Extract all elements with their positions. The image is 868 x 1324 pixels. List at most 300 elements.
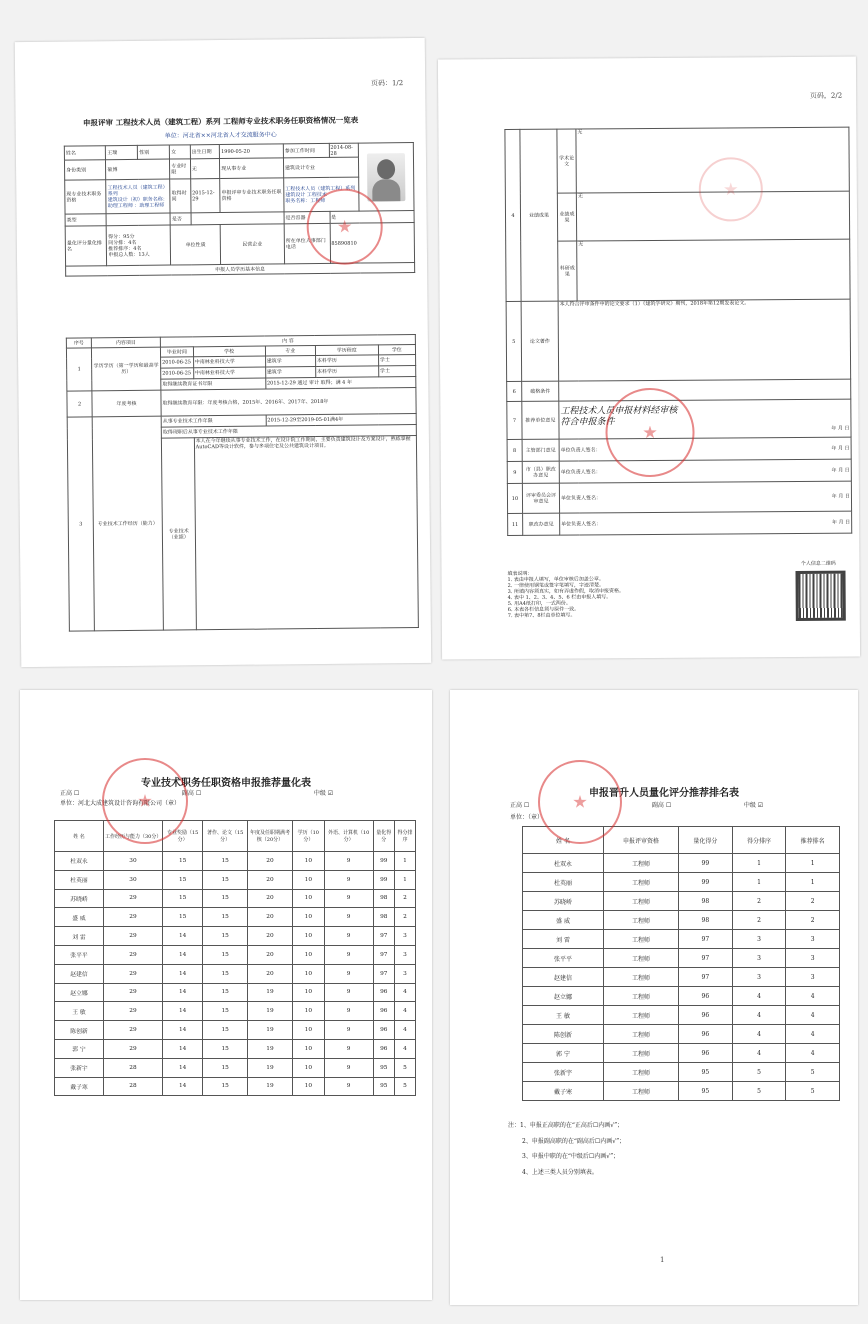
note-item: 3. 所填内容须真实，如有弄虚作假，取消申报资格。 (507, 588, 625, 595)
value-cell: 14 (163, 1002, 203, 1021)
form-unit: 单位：河北省××河北省人才交流服务中心 (164, 131, 277, 140)
row-no-7: 7 (507, 401, 522, 439)
value-cell: 2 (394, 889, 415, 908)
col-header: 年度及任职期满考核（20分） (247, 821, 292, 852)
level-checkboxes (510, 802, 840, 810)
value-cell: 20 (247, 908, 292, 927)
row-label-office: 职改办意见 (523, 513, 560, 535)
value-cell: 9 (324, 1077, 373, 1096)
edu-cell: 2010-06-25 (161, 368, 194, 379)
value-cell: 10 (292, 945, 324, 964)
value-qual-date: 2015-12-29 (190, 179, 220, 213)
value-cell: 工程师 (604, 854, 679, 873)
value-cell: 96 (679, 987, 733, 1006)
sub-text-research: 无 (577, 239, 850, 301)
value-cell: 20 (247, 964, 292, 983)
col-header: 工作经历与能力（30分） (104, 821, 163, 852)
value-cell: 3 (394, 927, 415, 946)
row-no-3: 3 (67, 417, 94, 631)
head-no: 序号 (66, 338, 91, 348)
edu-head-level: 学历程度 (315, 345, 378, 356)
name-cell: 赵立娜 (55, 983, 104, 1002)
head-content: 内 容 (160, 334, 415, 347)
value-cell: 4 (394, 1002, 415, 1021)
value-cell: 工程师 (604, 1044, 679, 1063)
value-cell: 96 (373, 1002, 394, 1021)
date-label: 年 月 日 (831, 493, 850, 500)
row-no-4: 4 (505, 129, 521, 301)
value-cell: 3 (394, 945, 415, 964)
row-label-committee: 评审委员会评审意见 (522, 483, 559, 513)
value-cell: 3 (786, 949, 840, 968)
value-cell: 98 (373, 889, 394, 908)
qr-label: 个人信息二维码 (800, 560, 836, 567)
value-cell: 99 (373, 870, 394, 889)
annual-review-text: 取得继续教育年限：年度考核合格，2015年、2016年、2017年、2018年 (161, 387, 416, 416)
edu-cell: 中南林业科技大学 (193, 356, 265, 368)
label-type: 类型 (65, 214, 106, 226)
value-cell: 9 (324, 870, 373, 889)
head-item: 内容项目 (91, 337, 160, 348)
value-cell: 9 (324, 1058, 373, 1077)
name-cell: 盛 威 (523, 911, 604, 930)
achievement-label: 专业技术（业绩） (161, 438, 196, 630)
value-cell: 工程师 (604, 911, 679, 930)
value-name: 王瑞 (106, 145, 138, 159)
value-type (106, 213, 170, 226)
value-cell: 95 (373, 1058, 394, 1077)
name-cell: 赵建信 (523, 968, 604, 987)
details-table (66, 334, 419, 632)
note-item: 3、申报中职的在“中级后☐内画√”； (522, 1153, 620, 1161)
sub-label-result: 业绩成果 (557, 193, 576, 241)
value-cell: 工程师 (604, 1082, 679, 1101)
rank-table-row (523, 1025, 840, 1044)
date-label: 年 月 日 (831, 519, 851, 526)
value-cell: 10 (292, 1077, 324, 1096)
value-phone: 85890810 (330, 222, 415, 263)
rank-table (522, 826, 840, 1101)
value-cell: 10 (292, 1021, 324, 1040)
value-cell: 19 (247, 1002, 292, 1021)
value-cell: 工程师 (604, 930, 679, 949)
note-item: 注：1、申报正高职的在“正高后☐内画√”； (508, 1122, 624, 1129)
value-cell: 1 (732, 873, 786, 892)
note-item: 6. 本表各栏信息须与原件一致。 (507, 606, 580, 613)
rank-table-row (523, 968, 840, 987)
value-cell: 15 (203, 1058, 248, 1077)
value-cell: 1 (786, 854, 840, 873)
value-cell: 9 (324, 964, 373, 983)
level-vice-senior-checkbox: 副高 ☐ (651, 802, 672, 809)
level-vice-senior-checkbox: 副高 ☐ (181, 790, 202, 797)
value-cell: 97 (373, 945, 394, 964)
value-cell: 2 (786, 911, 840, 930)
rank-table-row (523, 1044, 840, 1063)
value-container: 是 (330, 210, 415, 223)
quant-table-row (55, 908, 416, 927)
edu-cell: 建筑学 (265, 356, 315, 368)
row-no-10: 10 (507, 483, 522, 513)
rank-table-row (523, 949, 840, 968)
value-cell: 29 (104, 1021, 163, 1040)
value-cell: 4 (394, 1021, 415, 1040)
rank-table-row (523, 911, 840, 930)
value-cell: 3 (732, 949, 786, 968)
value-cell: 10 (292, 927, 324, 946)
value-cell: 20 (247, 852, 292, 871)
name-cell: 盛 威 (55, 908, 104, 927)
value-cell: 95 (679, 1063, 733, 1082)
handwritten-opinion-1: 工程技术人员申报材料经审核 (560, 405, 678, 417)
note-item: 4、上述三类人员分别填表。 (522, 1168, 598, 1176)
value-cell: 10 (292, 889, 324, 908)
value-cell: 30 (104, 870, 163, 889)
value-cell: 96 (373, 1021, 394, 1040)
col-header: 学历（10分） (292, 821, 324, 852)
col-header: 申报评审资格 (604, 827, 679, 854)
value-cell: 14 (163, 964, 203, 983)
edu-cell: 建筑学 (265, 367, 315, 379)
name-cell: 杜双永 (55, 852, 104, 871)
row-label-authority: 主管部门意见 (522, 439, 559, 461)
quant-table (54, 820, 416, 1096)
value-cell: 4 (732, 1025, 786, 1044)
quant-table-row (55, 889, 416, 908)
value-cell: 4 (732, 987, 786, 1006)
value-cell: 95 (679, 1082, 733, 1101)
score-line-1: 得分：95分 (108, 233, 135, 240)
value-cell: 98 (373, 908, 394, 927)
note-item: 2. 一律使用钢笔或签字笔填写，字迹清楚。 (507, 582, 604, 589)
value-cell: 15 (203, 983, 248, 1002)
page-number: 页码：1/2 (370, 79, 404, 88)
value-cell: 5 (394, 1077, 415, 1096)
value-unit-nature: 民营企业 (220, 224, 284, 265)
value-cell: 20 (247, 889, 292, 908)
value-cell: 29 (104, 945, 163, 964)
value-cell: 99 (679, 854, 733, 873)
value-cell: 15 (203, 908, 248, 927)
score-line-3: 推荐排序：4名 (108, 245, 142, 252)
value-cell: 30 (104, 852, 163, 871)
label-container: 是否容器 (284, 211, 330, 223)
row-label-city: 市（县）职改办意见 (522, 461, 559, 483)
quant-table-row (55, 852, 416, 871)
name-cell: 王 敏 (523, 1006, 604, 1025)
value-cell: 15 (163, 852, 203, 871)
rank-notes (508, 1118, 625, 1180)
row-no-2: 2 (67, 391, 92, 417)
qual-line-2: 建筑设计（初）职务名称： (107, 196, 168, 203)
value-cell: 工程师 (604, 1025, 679, 1044)
value-cell: 97 (679, 930, 733, 949)
name-cell: 刘 雷 (523, 930, 604, 949)
date-label: 年 月 日 (831, 445, 850, 452)
row-text-exception (559, 379, 851, 401)
value-cell: 96 (679, 1044, 733, 1063)
apply-line-1: 工程技术人员（建筑工程）系列 (285, 185, 356, 192)
quant-table-row (55, 870, 416, 889)
value-cell: 20 (247, 927, 292, 946)
note-item: 5. 用A4纸打印，一式两份。 (507, 600, 571, 607)
value-cell: 19 (247, 1039, 292, 1058)
value-cell: 3 (786, 968, 840, 987)
value-cell: 9 (324, 908, 373, 927)
value-cell: 15 (203, 964, 248, 983)
value-cell: 19 (247, 1058, 292, 1077)
quant-table-row (55, 983, 416, 1002)
work-years-value: 2015-12-29至2019-05-01满4年 (266, 413, 416, 426)
col-header: 得分排序 (732, 827, 786, 854)
rank-table-row (523, 930, 840, 949)
note-item: 1. 表由申报人填写，单位审核后加盖公章。 (507, 576, 604, 583)
value-cell: 29 (104, 889, 163, 908)
value-cell: 15 (203, 889, 248, 908)
section-basic-header: 申报人员学历基本信息 (66, 262, 415, 276)
value-cell: 5 (394, 1058, 415, 1077)
sub-label-paper: 学术论文 (557, 129, 576, 193)
value-cell: 9 (324, 945, 373, 964)
row-label-recommend: 推荐单位意见 (522, 401, 559, 439)
value-cell: 15 (203, 1021, 248, 1040)
value-cell: 9 (324, 1021, 373, 1040)
value-cell: 14 (163, 983, 203, 1002)
quant-table-row (55, 1077, 416, 1096)
value-cell: 工程师 (604, 1006, 679, 1025)
qr-code (795, 571, 845, 621)
value-birth: 1990-05-20 (219, 144, 283, 159)
quant-table-row (55, 1039, 416, 1058)
value-cell: 4 (786, 1044, 840, 1063)
value-cell: 19 (247, 1021, 292, 1040)
name-cell: 杜英丽 (55, 870, 104, 889)
level-senior-checkbox: 正高 ☐ (60, 790, 80, 797)
label-work-start: 参加工作时间 (283, 143, 329, 157)
note-item: 4. 表中 1、2、3、4、5、6 栏由申报人填写。 (507, 594, 612, 601)
label-apply-qualification: 申报评审专业技术职务任职资格 (220, 178, 284, 213)
application-form-page-2 (438, 57, 860, 660)
value-cell: 2 (786, 892, 840, 911)
level-intermediate-checkbox: 中级 ☑ (313, 790, 334, 797)
quant-table-row (55, 945, 416, 964)
row-no-11: 11 (508, 513, 523, 535)
note-item: 7. 表中第7、8栏由单位填写。 (507, 612, 576, 619)
signature-label: 单位负责人签名： (561, 520, 602, 528)
value-cell: 1 (394, 852, 415, 871)
row-label-exception: 破格条件 (522, 381, 559, 401)
value-is (191, 212, 284, 225)
value-cell: 15 (203, 927, 248, 946)
rank-table-row (523, 1006, 840, 1025)
value-cell: 4 (786, 1025, 840, 1044)
value-cell: 10 (292, 852, 324, 871)
label-is: 是否 (170, 213, 191, 225)
signature-label: 单位负责人签名： (560, 494, 602, 502)
edu-cell: 学士 (378, 365, 415, 376)
edu-cell: 2010-06-25 (161, 357, 194, 368)
label-phone: 所在单位人事部门电话 (284, 223, 330, 263)
value-cell: 99 (373, 852, 394, 871)
value-cell: 工程师 (604, 968, 679, 987)
value-cell: 5 (786, 1063, 840, 1082)
value-cell: 99 (679, 873, 733, 892)
value-cell: 15 (203, 852, 248, 871)
form-title: 申报评审 工程技术人员（建筑工程）系列 工程师专业技术职务任职资格情况一览表 (82, 115, 359, 128)
value-cell: 工程师 (604, 987, 679, 1006)
applicant-table (64, 142, 415, 277)
handwritten-opinion-2: 符合申报条件 (560, 416, 615, 428)
value-cell: 29 (104, 1002, 163, 1021)
value-cell: 14 (163, 1058, 203, 1077)
value-cell: 29 (104, 983, 163, 1002)
value-cell: 9 (324, 1002, 373, 1021)
label-birth: 出生日期 (190, 145, 220, 159)
value-cell: 2 (732, 911, 786, 930)
value-cell: 5 (732, 1063, 786, 1082)
label-current-major: 现从事专业 (220, 158, 284, 179)
row-item-1: 学历学历（第一学历和最高学历） (91, 347, 160, 391)
sub-text-result: 无 (576, 191, 849, 241)
work-years-label: 从事专业技术工作年限 (161, 415, 266, 427)
row-label-paper: 论文著作 (521, 301, 559, 381)
signature-label: 单位负责人签名： (560, 468, 601, 476)
name-cell: 戴子寒 (55, 1077, 104, 1096)
value-cell: 9 (324, 1039, 373, 1058)
row-label-achievement: 业绩成果 (520, 129, 558, 301)
score-line-4: 申报总人数：13人 (108, 251, 150, 258)
rank-table-row (523, 854, 840, 873)
value-current-major: 建筑设计专业 (283, 157, 358, 178)
name-cell: 郭 宁 (523, 1044, 604, 1063)
label-identity: 身份类别 (64, 160, 106, 180)
label-qual-date: 取得时间 (170, 179, 191, 213)
value-cell: 2 (732, 892, 786, 911)
label-unit-nature: 单位性质 (170, 225, 220, 266)
applicant-photo (358, 142, 414, 211)
value-cell: 15 (203, 1077, 248, 1096)
achievement-text: 本人在今年继续从事专业技术工作，在设计院工作期间，主要负责建筑设计及方案设计，熟练掌握AutoCAD等设计软件，参与多项住宅及公共建筑设计项目。 (194, 435, 418, 629)
value-cell: 10 (292, 983, 324, 1002)
name-cell: 刘 雷 (55, 927, 104, 946)
value-cell: 15 (163, 889, 203, 908)
rank-table-row (523, 873, 840, 892)
level-intermediate-checkbox: 中级 ☑ (743, 802, 764, 809)
value-cell: 4 (394, 983, 415, 1002)
rank-table-row (523, 1082, 840, 1101)
value-cell: 15 (203, 870, 248, 889)
value-work-start: 2014-08-28 (329, 143, 359, 157)
note-item: 2、申报副高职的在“副高后☐内画√”； (522, 1137, 626, 1145)
value-cell: 95 (373, 1077, 394, 1096)
value-cell: 10 (292, 1039, 324, 1058)
rank-title: 申报晋升人员量化评分推荐排名表 (589, 788, 739, 799)
value-identity: 硕博 (106, 159, 170, 180)
qual-line-3: 助理工程师 ：助理工程师 (107, 202, 165, 209)
value-cell: 97 (679, 968, 733, 987)
value-cell: 3 (786, 930, 840, 949)
signature-label: 单位负责人签名： (560, 446, 601, 454)
value-cell: 96 (679, 1025, 733, 1044)
value-cell: 1 (786, 873, 840, 892)
value-cell: 15 (203, 1039, 248, 1058)
quant-table-row (55, 1058, 416, 1077)
apply-line-2: 建筑设计 工程技术 (285, 191, 327, 198)
row-no-5: 5 (506, 301, 522, 381)
level-checkboxes (60, 790, 400, 798)
value-cell: 3 (732, 930, 786, 949)
name-cell: 杜双永 (523, 854, 604, 873)
apply-line-3: 职务名称：工程师 (285, 197, 326, 204)
value-cell: 29 (104, 1039, 163, 1058)
value-cell: 4 (732, 1006, 786, 1025)
name-cell: 张平平 (55, 945, 104, 964)
value-cell: 28 (104, 1077, 163, 1096)
value-cell: 5 (732, 1082, 786, 1101)
value-cell: 4 (786, 1006, 840, 1025)
value-cell: 10 (292, 908, 324, 927)
name-cell: 戴子寒 (523, 1082, 604, 1101)
value-cell: 10 (292, 1058, 324, 1077)
row-item-2: 年度考核 (92, 390, 161, 417)
value-cell: 9 (324, 889, 373, 908)
value-cell: 20 (247, 870, 292, 889)
cont-edu-label: 取得继续教育证书年限 (161, 378, 266, 390)
score-line-2: 同分排：4名 (108, 239, 137, 246)
work-years-after-label: 取得现职后从事专业技术工作年限 (161, 424, 416, 438)
edu-head-time: 毕业时间 (160, 347, 193, 357)
quant-unit: 单位：河北大成建筑设计咨询有限公司（章） (60, 800, 181, 807)
value-time-limit: 无 (190, 159, 220, 179)
edu-cell: 学士 (378, 354, 415, 365)
rank-table-row (523, 892, 840, 911)
cont-edu-value: 2015-12-29 通过 审计 取得；满 4 年 (265, 376, 415, 389)
row-no-9: 9 (507, 461, 522, 483)
label-gender: 性别 (138, 145, 170, 159)
quant-table-row (55, 964, 416, 983)
opinion-table (504, 127, 852, 536)
name-cell: 郭 宁 (55, 1039, 104, 1058)
name-cell: 苏晓峤 (523, 892, 604, 911)
value-cell: 工程师 (604, 949, 679, 968)
col-header: 得分排序 (394, 821, 415, 852)
col-header: 量化得分 (373, 821, 394, 852)
ranking-table-page (450, 690, 858, 1305)
value-cell: 28 (104, 1058, 163, 1077)
edu-head-degree: 学位 (378, 344, 415, 354)
col-header: 姓 名 (55, 821, 104, 852)
row-text-paper: 本人符合评审条件中的论文要求（1）《建筑学研究》期刊，2018年第12期发表论文。 (558, 299, 851, 381)
value-cell: 14 (163, 1021, 203, 1040)
value-cell: 1 (394, 870, 415, 889)
value-cell: 20 (247, 945, 292, 964)
value-cell: 19 (247, 983, 292, 1002)
value-cell: 9 (324, 852, 373, 871)
value-cell: 14 (163, 927, 203, 946)
sub-text-paper: 无 (576, 127, 849, 193)
name-cell: 陈创新 (523, 1025, 604, 1044)
value-cell: 98 (679, 892, 733, 911)
quant-table-row (55, 1002, 416, 1021)
value-cell: 9 (324, 983, 373, 1002)
value-gender: 女 (170, 145, 191, 159)
row-no-6: 6 (507, 381, 522, 401)
page-number: 页码，2/2 (809, 91, 843, 100)
rank-unit: 单位：（章） (510, 814, 544, 821)
value-cell: 工程师 (604, 873, 679, 892)
value-cell: 3 (732, 968, 786, 987)
value-cell: 工程师 (604, 892, 679, 911)
